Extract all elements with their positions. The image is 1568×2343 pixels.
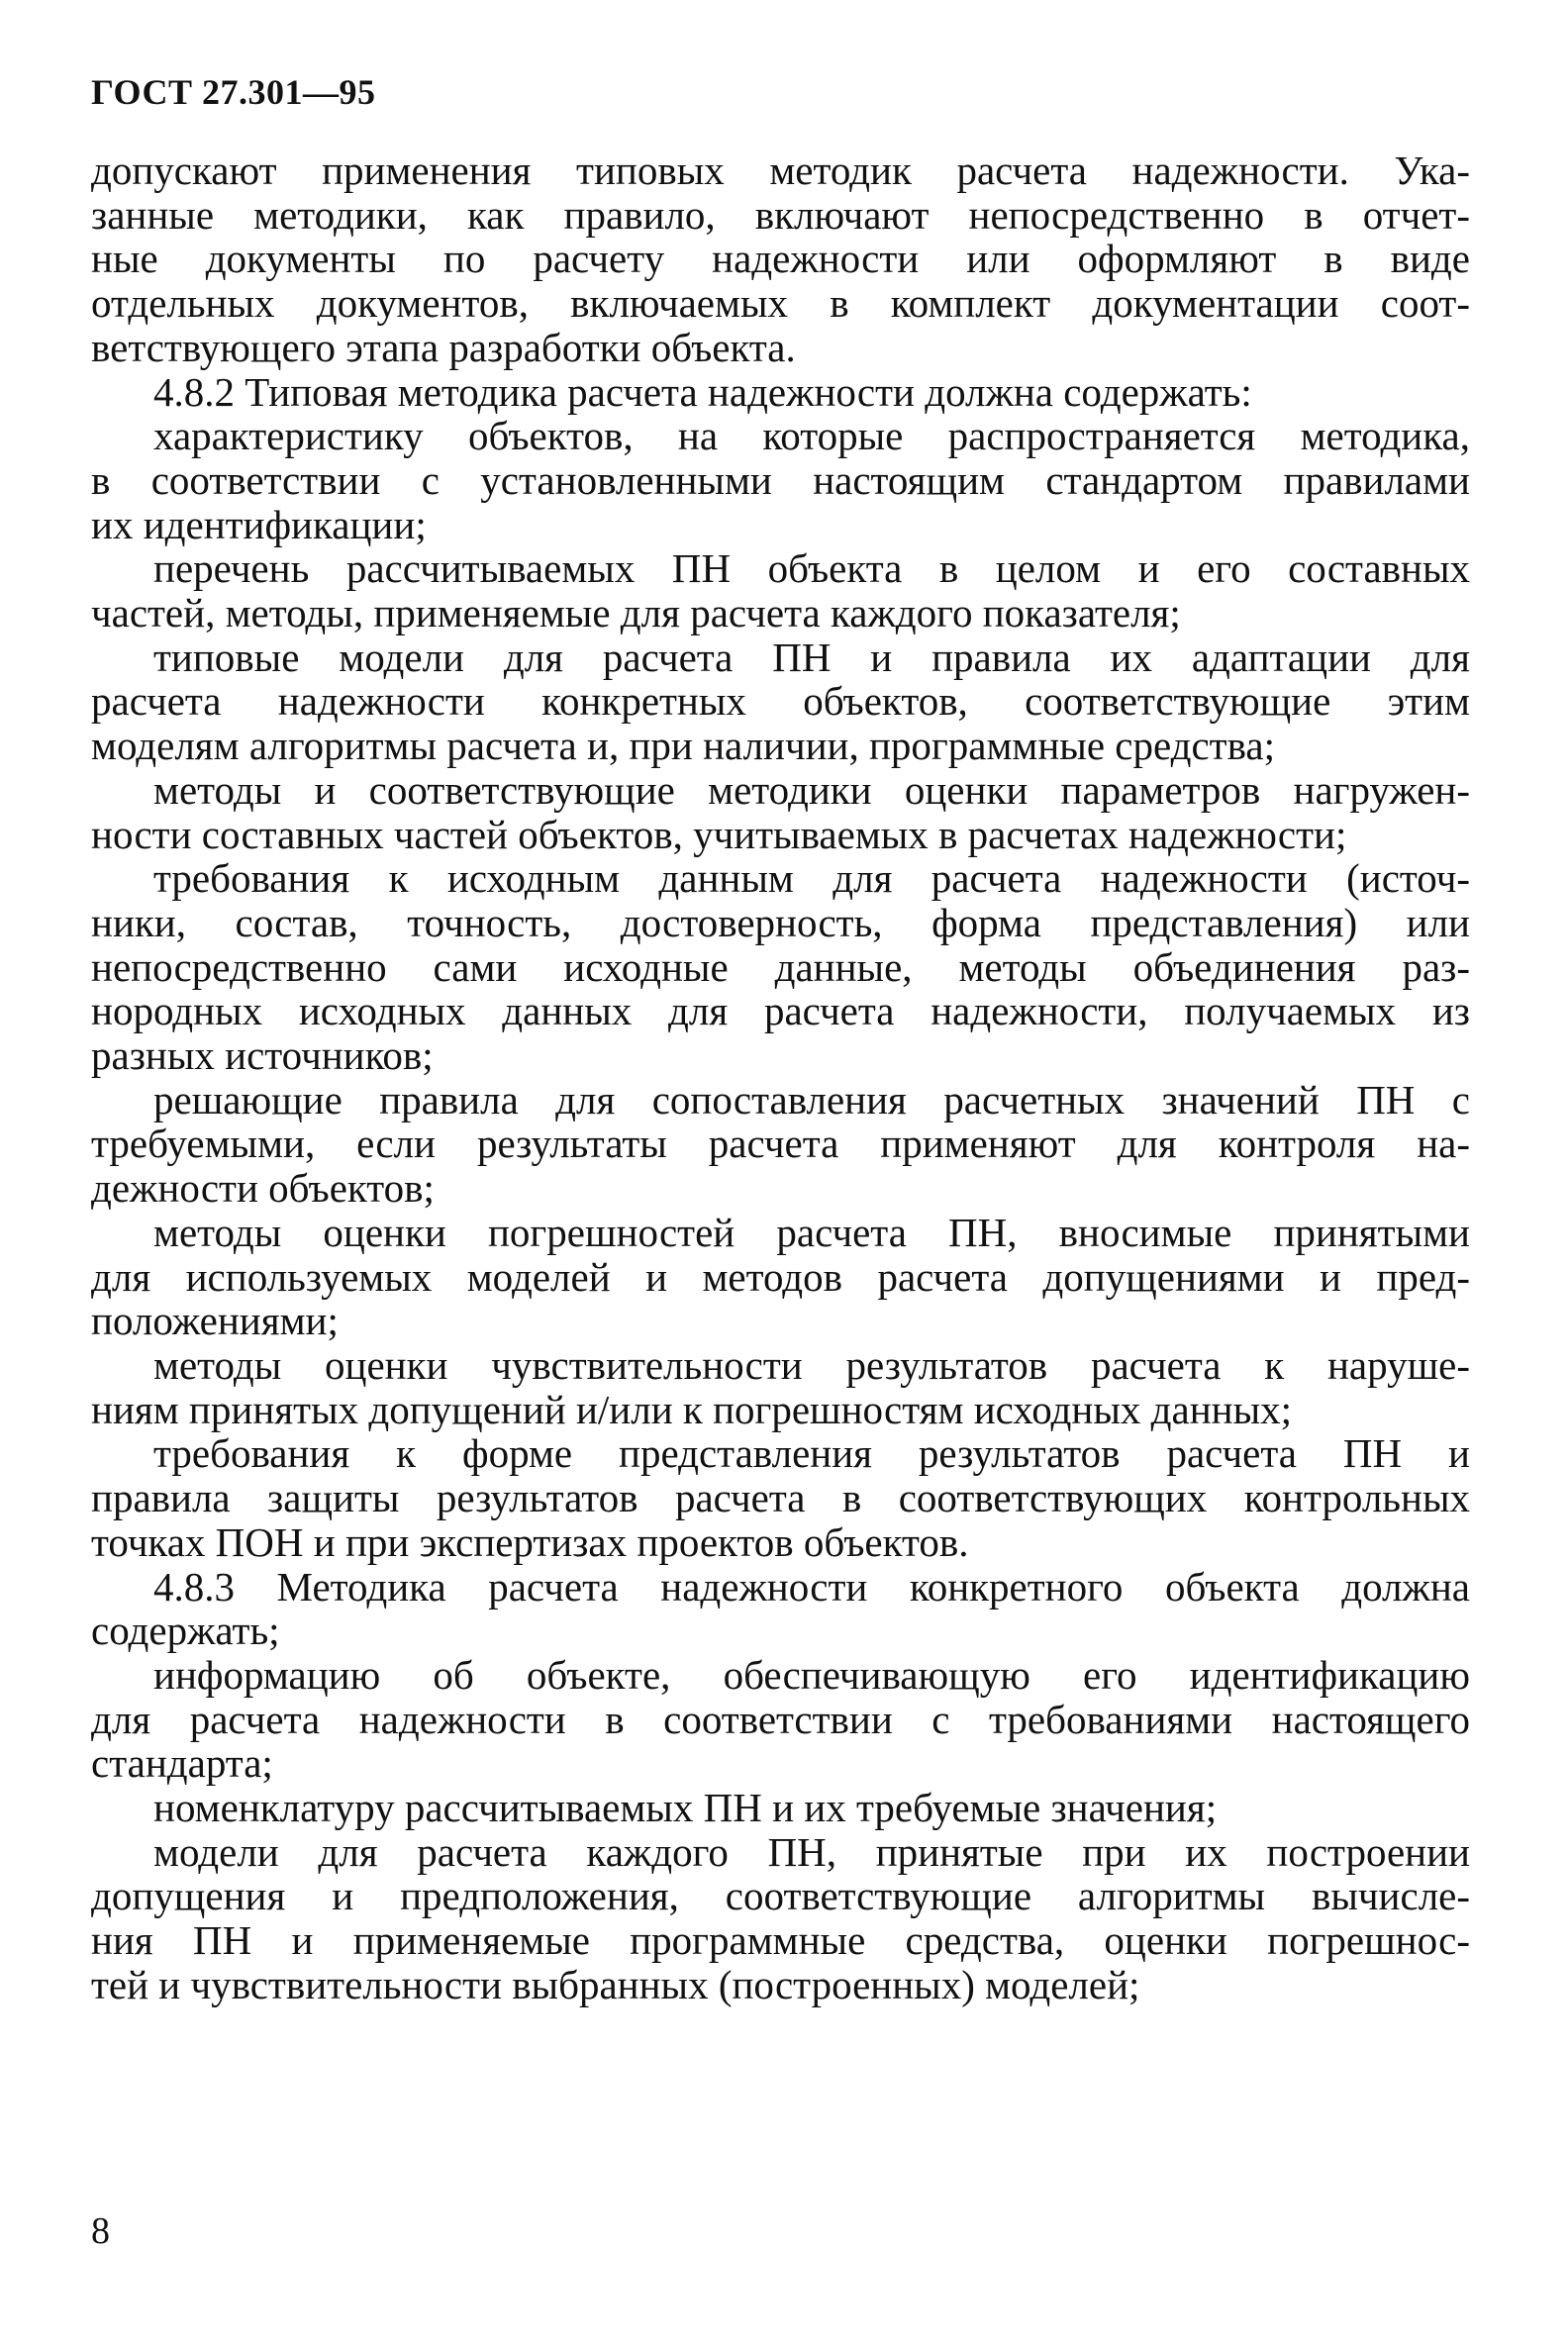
paragraph	[91, 1565, 1470, 1653]
text-line: модели для расчета каждого ПН, принятые при их построении	[153, 1828, 1470, 1875]
paragraph	[91, 1653, 1470, 1786]
text-line: решающие правила для сопоставления расчетных значений ПН с	[153, 1076, 1470, 1123]
page-number: 8	[91, 2210, 110, 2252]
text-line: точках ПОН и при экспертизах проектов объектов.	[91, 1518, 969, 1565]
text-line: ники, состав, точность, достоверность, форма представления) или	[91, 899, 1470, 945]
text-line: ниям принятых допущений и/или к погрешностям исходных данных;	[91, 1386, 1293, 1432]
text-line: нородных исходных данных для расчета надежности, получаемых из	[91, 988, 1470, 1034]
paragraph	[91, 148, 1470, 370]
paragraph	[91, 635, 1470, 768]
paragraph	[91, 856, 1470, 1078]
text-line: частей, методы, применяемые для расчета каждого показателя;	[91, 590, 1181, 636]
text-line: допущения и предположения, соответствующие алгоритмы вычисле-	[91, 1873, 1470, 1919]
document-header: ГОСТ 27.301—95	[91, 72, 376, 112]
text-line: допускают применения типовых методик расчета надежности. Ука-	[91, 147, 1470, 193]
paragraph	[91, 1431, 1470, 1564]
text-line: разных источников;	[91, 1032, 434, 1079]
text-line: отдельных документов, включаемых в комплект документации соот-	[91, 280, 1470, 327]
text-line: их идентификации;	[91, 501, 427, 547]
text-line: типовые модели для расчета ПН и правила их адаптации для	[153, 634, 1470, 680]
text-line: содержать;	[91, 1608, 280, 1654]
paragraph	[91, 1786, 1470, 1830]
text-line: для используемых моделей и методов расчета допущениями и пред-	[91, 1253, 1470, 1300]
paragraph	[91, 768, 1470, 856]
document-body	[91, 148, 1470, 2007]
text-line: методы и соответствующие методики оценки параметров нагружен-	[153, 766, 1470, 813]
text-line: расчета надежности конкретных объектов, соответствующие этим	[91, 678, 1470, 725]
text-line: ные документы по расчету надежности или оформляют в виде	[91, 236, 1470, 282]
text-line: требования к исходным данным для расчета надежности (источ-	[153, 855, 1470, 902]
text-line: требуемыми, если результаты расчета применяют для контроля на-	[91, 1121, 1470, 1167]
paragraph	[91, 1078, 1470, 1211]
text-line: тей и чувствительности выбранных (построенных) моделей;	[91, 1961, 1140, 2007]
text-line: перечень рассчитываемых ПН объекта в целом и его составных	[153, 545, 1470, 592]
text-line: характеристику объектов, на которые распространяется методика,	[153, 413, 1470, 459]
text-line: для расчета надежности в соответствии с требованиями настоящего	[91, 1696, 1470, 1742]
text-line: положениями;	[91, 1298, 339, 1344]
text-line: ния ПН и применяемые программные средства, оценки погрешнос-	[91, 1917, 1470, 1964]
paragraph	[91, 1830, 1470, 2007]
text-line: требования к форме представления результатов расчета ПН и	[153, 1430, 1470, 1477]
text-line: ветствующего этапа разработки объекта.	[91, 324, 796, 370]
text-line: информацию об объекте, обеспечивающую его идентификацию	[153, 1651, 1470, 1698]
text-line: правила защиты результатов расчета в соответствующих контрольных	[91, 1475, 1470, 1521]
paragraph	[91, 370, 1470, 415]
text-line: методы оценки погрешностей расчета ПН, вносимые принятыми	[153, 1209, 1470, 1255]
text-line: ности составных частей объектов, учитываемых в расчетах надежности;	[91, 811, 1347, 857]
text-line: непосредственно сами исходные данные, методы объединения раз-	[91, 943, 1470, 990]
paragraph	[91, 1211, 1470, 1343]
text-line: дежности объектов;	[91, 1165, 435, 1212]
text-line: моделям алгоритмы расчета и, при наличии, программные средства;	[91, 723, 1276, 769]
paragraph	[91, 546, 1470, 635]
paragraph	[91, 1343, 1470, 1431]
text-line: стандарта;	[91, 1740, 273, 1787]
text-line: в соответствии с установленными настоящим стандартом правилами	[91, 456, 1470, 503]
text-line: 4.8.3 Методика расчета надежности конкретного объекта должна	[153, 1563, 1470, 1610]
text-line: методы оценки чувствительности результатов расчета к наруше-	[153, 1341, 1470, 1388]
text-line: занные методики, как правило, включают непосредственно в отчет-	[91, 191, 1470, 238]
paragraph	[91, 414, 1470, 546]
text-line: номенклатуру рассчитываемых ПН и их требуемые значения;	[153, 1785, 1218, 1831]
text-line: 4.8.2 Типовая методика расчета надежности должна содержать:	[153, 368, 1252, 415]
